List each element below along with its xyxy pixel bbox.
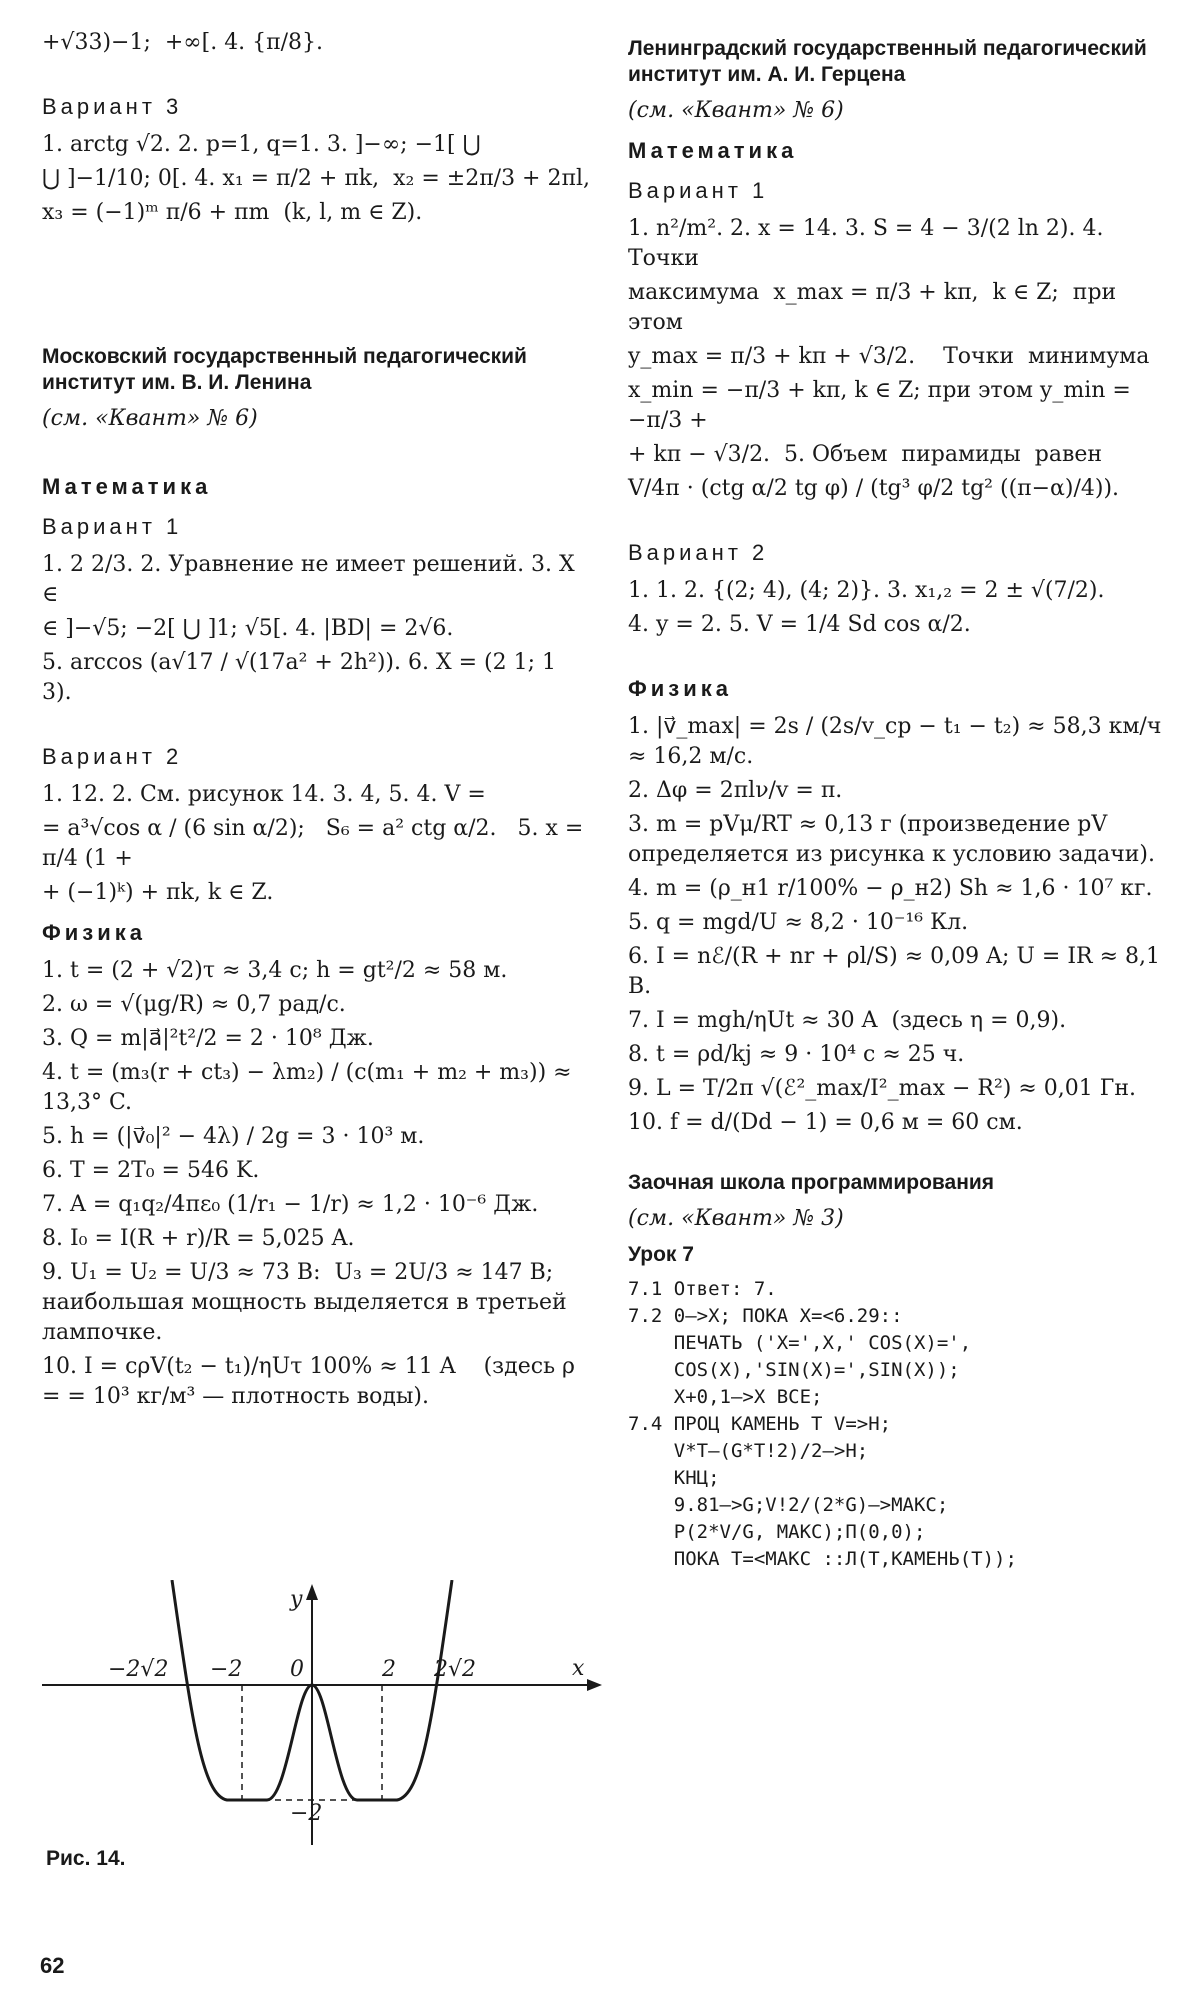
physics-answer: 1. t = (2 + √2)τ ≈ 3,4 с; h = gt²/2 ≈ 58 м. [42, 958, 508, 983]
physics-answer: 8. t = ρd/kj ≈ 9 · 10⁴ с ≈ 25 ч. [628, 1042, 965, 1067]
answer-line: 1. arctg √2. 2. p=1, q=1. 3. ]−∞; −1[ ⋃ [42, 132, 481, 157]
graph-svg [42, 1580, 602, 1850]
answer-line: 1. 12. 2. См. рисунок 14. 3. 4, 5. 4. V = [42, 782, 486, 807]
math-heading: Математика [42, 474, 212, 499]
code-line: 7.1 Ответ: 7. [628, 1278, 777, 1300]
journal-reference: (см. «Квант» № 3) [628, 1206, 844, 1231]
x-axis-arrow [587, 1679, 602, 1691]
lesson-heading: Урок 7 [628, 1243, 694, 1266]
institute-heading: Московский государственный педагогический институт им. В. И. Ленина [42, 345, 527, 394]
tick-label: 2√2 [434, 1657, 477, 1682]
answer-line: x₃ = (−1)ᵐ π/6 + πm (k, l, m ∈ Z). [42, 200, 423, 225]
answer-line: ⋃ ]−1/10; 0[. 4. x₁ = π/2 + πk, x₂ = ±2π/3 + 2πl, [42, 166, 590, 191]
physics-answer: 6. T = 2T₀ = 546 K. [42, 1158, 260, 1183]
variant-2-heading: Вариант 2 [42, 744, 183, 769]
code-line: X+0,1—>X ВСЕ; [628, 1386, 823, 1408]
physics-answer: 1. |v⃗_max| = 2s / (2s/v_ср − t₁ − t₂) ≈ 58,3 км/ч ≈ 16,2 м/с. [628, 714, 1169, 769]
x-axis-label: x [572, 1656, 585, 1681]
physics-answer: 4. t = (m₃(r + ct₃) − λm₂) / (c(m₁ + m₂ + m₃)) ≈ 13,3° C. [42, 1060, 579, 1115]
physics-answer: 7. A = q₁q₂/4πε₀ (1/r₁ − 1/r) ≈ 1,2 · 10⁻⁶ Дж. [42, 1192, 539, 1217]
code-line: 9.81—>G;V!2/(2*G)—>МАКС; [628, 1494, 949, 1516]
tick-label: −2 [210, 1657, 243, 1682]
physics-answer: 10. I = cρV(t₂ − t₁)/ηUτ 100% ≈ 11 A (здесь ρ = = 10³ кг/м³ — плотность воды). [42, 1354, 582, 1409]
physics-answer: 9. U₁ = U₂ = U/3 ≈ 73 В: U₃ = 2U/3 ≈ 147 В; наибольшая мощность выделяется в третьей лампочке. [42, 1260, 574, 1345]
school-heading: Заочная школа программирования [628, 1171, 995, 1194]
physics-answer: 10. f = d/(Dd − 1) = 0,6 м = 60 см. [628, 1110, 1023, 1135]
tick-label: 0 [290, 1657, 304, 1682]
physics-answer: 2. Δφ = 2πlν/v = π. [628, 778, 843, 803]
figure-14-graph [42, 1580, 602, 1880]
code-line: ПЕЧАТЬ ('X=',X,' COS(X)=', [628, 1332, 972, 1354]
physics-answer: 7. I = mgh/ηUt ≈ 30 A (здесь η = 0,9). [628, 1008, 1067, 1033]
tick-label: −2√2 [108, 1657, 169, 1682]
physics-answer: 5. q = mgd/U ≈ 8,2 · 10⁻¹⁶ Кл. [628, 910, 969, 935]
code-line: КНЦ; [628, 1467, 720, 1489]
tick-label: 2 [382, 1657, 396, 1682]
code-line: ПОКА T=<МАКС ::Л(T,КАМЕНЬ(T)); [628, 1548, 1017, 1570]
answer-line: 5. arccos (a√17 / √(17a² + 2h²)). 6. X = (2 1; 1 3). [42, 650, 564, 705]
answer-line: y_max = π/3 + kπ + √3/2. Точки минимума [628, 344, 1150, 369]
math-heading: Математика [628, 138, 798, 163]
physics-answer: 3. Q = m|a⃗|²t²/2 = 2 · 10⁸ Дж. [42, 1026, 374, 1051]
variant-1-heading: Вариант 1 [42, 514, 183, 539]
answer-line: 1. n²/m². 2. x = 14. 3. S = 4 − 3/(2 ln 2). 4. Точки [628, 216, 1111, 271]
physics-heading: Физика [628, 676, 733, 701]
journal-reference: (см. «Квант» № 6) [628, 98, 844, 123]
journal-reference: (см. «Квант» № 6) [42, 406, 258, 431]
answer-line: максимума x_max = π/3 + kπ, k ∈ Z; при этом [628, 280, 1131, 335]
variant-2-heading: Вариант 2 [628, 540, 769, 565]
answer-line: + (−1)ᵏ) + πk, k ∈ Z. [42, 880, 274, 905]
continued-answer-line: +√33)−1; +∞[. 4. {π/8}. [42, 30, 324, 55]
answer-line: 1. 1. 2. {(2; 4), (4; 2)}. 3. x₁,₂ = 2 ± √(7/2). [628, 578, 1105, 603]
physics-answer: 4. m = (ρ_н1 r/100% − ρ_н2) Sh ≈ 1,6 · 10⁷ кг. [628, 876, 1153, 901]
code-line: 7.4 ПРОЦ КАМЕНЬ T V=>H; [628, 1413, 892, 1435]
variant-3-heading: Вариант 3 [42, 94, 183, 119]
y-axis-label: y [290, 1587, 303, 1612]
code-line: V*T—(G*T!2)/2—>H; [628, 1440, 869, 1462]
tick-label: −2 [290, 1801, 323, 1826]
left-column [42, 28, 590, 1416]
physics-answer: 3. m = pVμ/RT ≈ 0,13 г (произведение pV определяется из рисунка к условию задачи). [628, 812, 1155, 867]
answer-line: V/4π · (ctg α/2 tg φ) / (tg³ φ/2 tg² ((π−α)/4)). [628, 476, 1120, 501]
answer-line: ∈ ]−√5; −2[ ⋃ ]1; √5[. 4. |BD| = 2√6. [42, 616, 454, 641]
physics-answer: 8. I₀ = I(R + r)/R = 5,025 A. [42, 1226, 355, 1251]
figure-caption: Рис. 14. [46, 1847, 126, 1870]
answer-line: x_min = −π/3 + kπ, k ∈ Z; при этом y_min = −π/3 + [628, 378, 1138, 433]
page-number: 62 [40, 1953, 65, 1978]
y-axis-arrow [306, 1584, 318, 1600]
code-line: P(2*V/G, МАКС);П(0,0); [628, 1521, 926, 1543]
physics-answer: 5. h = (|v⃗₀|² − 4λ) / 2g = 3 · 10³ м. [42, 1124, 425, 1149]
physics-answer: 9. L = T/2π √(ℰ²_max/I²_max − R²) ≈ 0,01 Гн. [628, 1076, 1136, 1101]
code-line: 7.2 0—>X; ПОКА X=<6.29:: [628, 1305, 903, 1327]
answer-line: + kπ − √3/2. 5. Объем пирамиды равен [628, 442, 1103, 467]
right-column [628, 28, 1168, 1573]
answer-line: 1. 2 2/3. 2. Уравнение не имеет решений. 3. X ∈ [42, 552, 582, 607]
institute-heading: Ленинградский государственный педагогический институт им. А. И. Герцена [628, 37, 1147, 86]
variant-1-heading: Вариант 1 [628, 178, 769, 203]
physics-answer: 2. ω = √(μg/R) ≈ 0,7 рад/с. [42, 992, 346, 1017]
physics-heading: Физика [42, 920, 147, 945]
physics-answer: 6. I = nℰ/(R + nr + ρl/S) ≈ 0,09 A; U = IR ≈ 8,1 В. [628, 944, 1168, 999]
code-line: COS(X),'SIN(X)=',SIN(X)); [628, 1359, 960, 1381]
answer-line: = a³√cos α / (6 sin α/2); S₆ = a² ctg α/2. 5. x = π/4 (1 + [42, 816, 591, 871]
answer-line: 4. y = 2. 5. V = 1/4 Sd cos α/2. [628, 612, 971, 637]
